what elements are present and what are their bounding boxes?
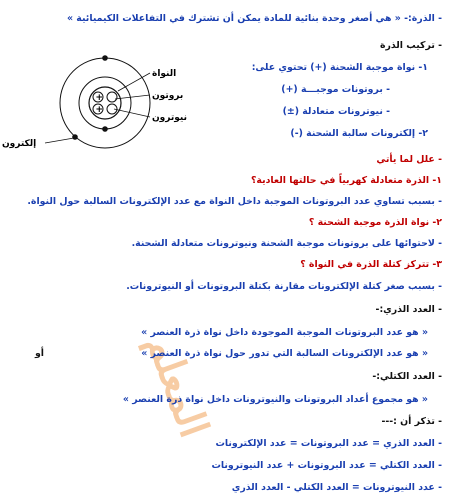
svg-text:+: +: [95, 105, 104, 115]
atomic-number-title: - العدد الذري:-: [375, 304, 442, 315]
or-word: أو: [34, 348, 44, 359]
electron-particle: [72, 134, 78, 140]
neutron-particle: [107, 92, 117, 102]
atom-diagram: [0, 45, 200, 155]
outer-orbit: [60, 58, 150, 148]
neutron-label: نيوترون: [152, 113, 187, 123]
equation-2: - العدد الكتلي = عدد البروتونات + عدد النيوترونات: [211, 460, 442, 471]
electron-label: إلكترون: [2, 139, 37, 149]
neutrons-item: - نيوترونات متعادلة (±): [282, 106, 390, 117]
mass-number-title: - العدد الكتلي:-: [372, 371, 442, 382]
electron-particle: [102, 126, 108, 132]
atomic-number-def-1: « هو عدد البروتونات الموجبة الموجودة داخل نواة ذرة العنصر »: [141, 327, 428, 338]
svg-text:+: +: [95, 93, 104, 103]
answer-2: - لاحتوائها على بروتونات موجبة الشحنة ونيوترونات متعادلة الشحنة.: [131, 238, 442, 249]
mass-number-def: « هو مجموع أعداد البروتونات والنيوترونات داخل نواة ذرة العنصر »: [122, 394, 428, 405]
proton-label: بروتون: [152, 91, 184, 101]
answer-1: - بسبب تساوي عدد البروتونات الموجبة داخل النواة مع عدد الإلكترونات السالبة حول النواة.: [27, 196, 442, 207]
remember-title: - تذكر أن :---: [381, 416, 442, 427]
nucleus-label: النواة: [152, 69, 177, 79]
question-1: ١- الذرة متعادلة كهربياً في حالتها العادية؟: [250, 175, 442, 186]
protons-item: - بروتونات موجبـــة (+): [281, 84, 390, 95]
atom-definition: - الذرة:- « هي أصغر وحدة بنائية للمادة يمكن أن تشترك في التفاعلات الكيميائية »: [66, 13, 442, 24]
explain-title: - علل لما يأتي: [376, 154, 442, 165]
atomic-number-def-2: « هو عدد الإلكترونات السالبة التي تدور حول نواة ذرة العنصر »: [141, 348, 428, 359]
equation-3: - عدد النيوترونات = العدد الكتلي - العدد الذري: [231, 482, 442, 493]
structure-title: - تركيب الذرة: [379, 40, 442, 51]
electrons-item: ٢- إلكترونات سالبة الشحنة (-): [290, 128, 428, 139]
watermark: المعلم: [137, 328, 218, 444]
electron-particle: [102, 55, 108, 61]
nucleus-item: ١- نواة موجبة الشحنة (+) تحتوي على:: [251, 62, 428, 73]
answer-3: - بسبب صغر كتلة الإلكترونات مقارنة بكتلة البروتونات أو النيوترونات.: [126, 281, 442, 292]
question-2: ٢- نواة الذرة موجبة الشحنة ؟: [308, 217, 442, 228]
nucleus-circle: [89, 87, 121, 119]
equation-1: - العدد الذري = عدد البروتونات = عدد الإلكترونات: [215, 438, 442, 449]
question-3: ٣- تتركز كتلة الذرة في النواة ؟: [300, 259, 442, 270]
inner-orbit: [79, 77, 131, 129]
